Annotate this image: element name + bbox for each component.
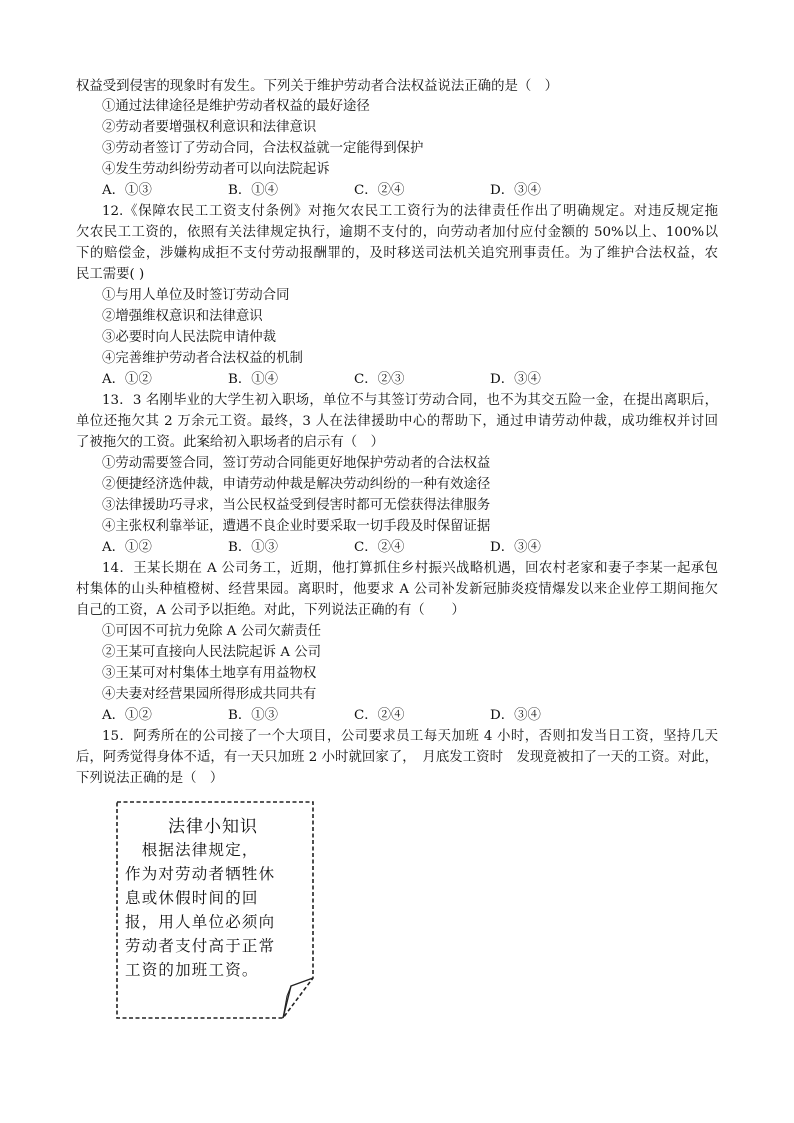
q12-option-b[interactable]: B．①④ xyxy=(228,372,279,387)
q12-stem-line-1: 12.《保障农民工工资支付条例》对拖欠农民工工资行为的法律责任作出了明确规定。对违反规定拖 xyxy=(102,204,718,219)
q14-option-b[interactable]: B．①③ xyxy=(228,708,279,723)
note-line-1: 根据法律规定， xyxy=(125,841,259,859)
note-line-2: 作为对劳动者牺牲休 xyxy=(125,865,276,883)
q11-item-4: ④发生劳动纠纷劳动者可以向法院起诉 xyxy=(102,162,330,177)
q13-option-d[interactable]: D．③④ xyxy=(490,540,541,555)
q15-stem-line-3: 下列说法正确的是（ ） xyxy=(76,771,224,786)
q14-item-2: ②王某可直接向人民法院起诉 A 公司 xyxy=(102,645,322,660)
q13-stem-line-1: 13．3 名刚毕业的大学生初入职场，单位不与其签订劳动合同，也不为其交五险一金，在提出离职后， xyxy=(102,393,718,408)
q13-item-2: ②便捷经济选仲裁，申请劳动仲裁是解决劳动纠纷的一种有效途径 xyxy=(102,477,491,492)
q15-stem-line-1: 15．阿秀所在的公司接了一个大项目，公司要求员工每天加班 4 小时，否则扣发当日工资，坚持几天 xyxy=(102,729,718,744)
q12-stem-line-3: 下的赔偿金，涉嫌构成拒不支付劳动报酬罪的，及时移送司法机关追究刑事责任。为了维护合法权益，农 xyxy=(76,246,718,261)
q12-stem-line-2: 欠农民工工资的，依照有关法律规定执行，逾期不支付的，向劳动者加付应付金额的 50%以上、100%以 xyxy=(76,225,718,240)
q11-option-d[interactable]: D．③④ xyxy=(490,183,541,198)
q11-option-c[interactable]: C．②④ xyxy=(354,183,405,198)
q13-options xyxy=(102,538,662,558)
q14-stem-line-3: 自己的工资，A 公司予以拒绝。对此，下列说法正确的有（ ） xyxy=(76,603,465,618)
q11-item-3: ③劳动者签订了劳动合同，合法权益就一定能得到保护 xyxy=(102,141,424,156)
q14-item-3: ③王某可对村集体土地享有用益物权 xyxy=(102,666,317,681)
q14-item-4: ④夫妻对经营果园所得形成共同共有 xyxy=(102,687,317,702)
q11-options xyxy=(102,181,662,201)
note-line-5: 劳动者支付高于正常 xyxy=(125,937,276,955)
q12-item-3: ③必要时向人民法院申请仲裁 xyxy=(102,330,277,345)
q14-stem-line-1: 14．王某长期在 A 公司务工，近期，他打算抓住乡村振兴战略机遇，回农村老家和妻子李某一起承包 xyxy=(102,561,718,576)
q12-item-4: ④完善维护劳动者合法权益的机制 xyxy=(102,351,303,366)
q12-option-a[interactable]: A．①② xyxy=(102,372,152,387)
q13-stem-line-3: 了被拖欠的工资。此案给初入职场者的启示有（ ） xyxy=(76,435,384,450)
q14-options xyxy=(102,706,662,726)
note-line-4: 报，用人单位必须向 xyxy=(125,913,276,931)
q14-item-1: ①可因不可抗力免除 A 公司欠薪责任 xyxy=(102,624,322,639)
note-line-6: 工资的加班工资。 xyxy=(125,961,259,979)
question-11-stem: 权益受到侵害的现象时有发生。下列关于维护劳动者合法权益说法正确的是（ ） xyxy=(76,79,559,94)
q14-option-d[interactable]: D．③④ xyxy=(490,708,541,723)
q13-option-c[interactable]: C．②④ xyxy=(354,540,405,555)
note-title: 法律小知识 xyxy=(168,817,258,837)
q12-item-1: ①与用人单位及时签订劳动合同 xyxy=(102,288,290,303)
q15-stem-line-2: 后，阿秀觉得身体不适，有一天只加班 2 小时就回家了， 月底发工资时 发现竟被扣了一天的工资。对此， xyxy=(76,750,718,765)
q13-item-1: ①劳动需要签合同，签订劳动合同能更好地保护劳动者的合法权益 xyxy=(102,456,491,471)
q11-item-2: ②劳动者要增强权利意识和法律意识 xyxy=(102,120,317,135)
q11-option-b[interactable]: B．①④ xyxy=(228,183,279,198)
q11-option-a[interactable]: A．①③ xyxy=(102,183,152,198)
q13-item-4: ④主张权利靠举证，遭遇不良企业时要采取一切手段及时保留证据 xyxy=(102,519,491,534)
q12-item-2: ②增强维权意识和法律意识 xyxy=(102,309,263,324)
q14-option-a[interactable]: A．①② xyxy=(102,708,152,723)
law-knowledge-note xyxy=(115,800,315,1020)
q12-options xyxy=(102,370,662,390)
q12-option-c[interactable]: C．②③ xyxy=(354,372,405,387)
q12-stem-line-4: 民工需要( ) xyxy=(76,267,145,282)
q13-stem-line-2: 单位还拖欠其 2 万余元工资。最终，3 人在法律援助中心的帮助下，通过申请劳动仲裁，成功维权并讨回 xyxy=(76,414,718,429)
q13-option-b[interactable]: B．①③ xyxy=(228,540,279,555)
q14-option-c[interactable]: C．②④ xyxy=(354,708,405,723)
q13-option-a[interactable]: A．①② xyxy=(102,540,152,555)
q13-item-3: ③法律援助巧寻求，当公民权益受到侵害时都可无偿获得法律服务 xyxy=(102,498,491,513)
q14-stem-line-2: 村集体的山头种植橙树、经营果园。离职时，他要求 A 公司补发新冠肺炎疫情爆发以来企业停工期间拖欠 xyxy=(76,582,718,597)
note-line-3: 息或休假时间的回 xyxy=(125,889,259,907)
q11-item-1: ①通过法律途径是维护劳动者权益的最好途径 xyxy=(102,99,370,114)
q12-option-d[interactable]: D．③④ xyxy=(490,372,541,387)
